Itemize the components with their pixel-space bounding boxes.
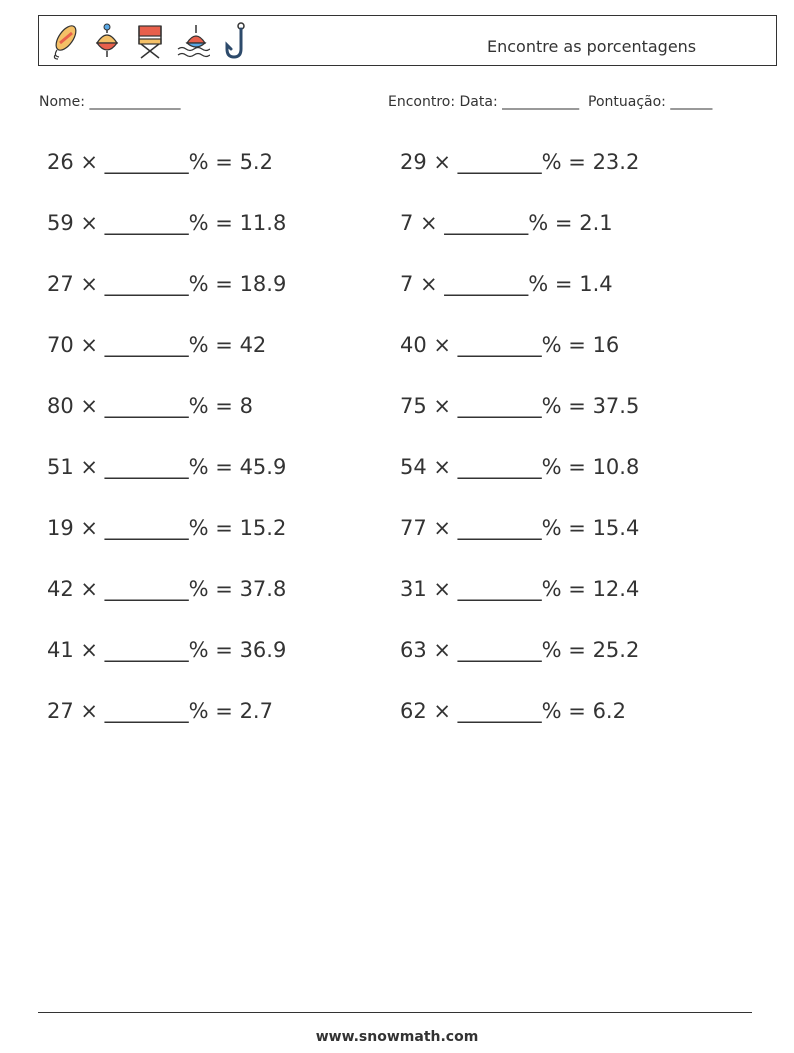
problem-left-10: 27 × ________% = 2.7 (47, 699, 273, 723)
fishing-bobber-icon (90, 21, 124, 61)
problem-right-6: 54 × ________% = 10.8 (400, 455, 640, 479)
problem-left-4: 70 × ________% = 42 (47, 333, 267, 357)
problem-right-8: 31 × ________% = 12.4 (400, 577, 640, 601)
fish-hook-icon (219, 21, 253, 61)
problem-left-7: 19 × ________% = 15.2 (47, 516, 287, 540)
problem-left-6: 51 × ________% = 45.9 (47, 455, 287, 479)
problem-left-2: 59 × ________% = 11.8 (47, 211, 287, 235)
problem-right-5: 75 × ________% = 37.5 (400, 394, 640, 418)
folding-chair-icon (133, 21, 167, 61)
problem-right-1: 29 × ________% = 23.2 (400, 150, 640, 174)
problem-right-10: 62 × ________% = 6.2 (400, 699, 626, 723)
header-box (38, 15, 777, 66)
bobber-in-water-icon (176, 21, 210, 61)
footer-url: www.snowmath.com (315, 1029, 479, 1045)
problem-left-8: 42 × ________% = 37.8 (47, 577, 287, 601)
name-field-label: Nome: _____________ (39, 94, 181, 110)
problem-left-3: 27 × ________% = 18.9 (47, 272, 287, 296)
header-icons (47, 21, 253, 61)
problem-right-3: 7 × ________% = 1.4 (400, 272, 613, 296)
problem-left-1: 26 × ________% = 5.2 (47, 150, 273, 174)
problem-right-7: 77 × ________% = 15.4 (400, 516, 640, 540)
footer-divider (38, 1012, 752, 1013)
fishing-lure-icon (47, 21, 81, 61)
problem-right-4: 40 × ________% = 16 (400, 333, 620, 357)
problem-right-9: 63 × ________% = 25.2 (400, 638, 640, 662)
problem-left-9: 41 × ________% = 36.9 (47, 638, 287, 662)
worksheet-title: Encontre as porcentagens (487, 37, 697, 56)
problem-left-5: 80 × ________% = 8 (47, 394, 253, 418)
meeting-date-score-label: Encontro: Data: ___________ Pontuação: ______ (388, 94, 713, 110)
problem-right-2: 7 × ________% = 2.1 (400, 211, 613, 235)
